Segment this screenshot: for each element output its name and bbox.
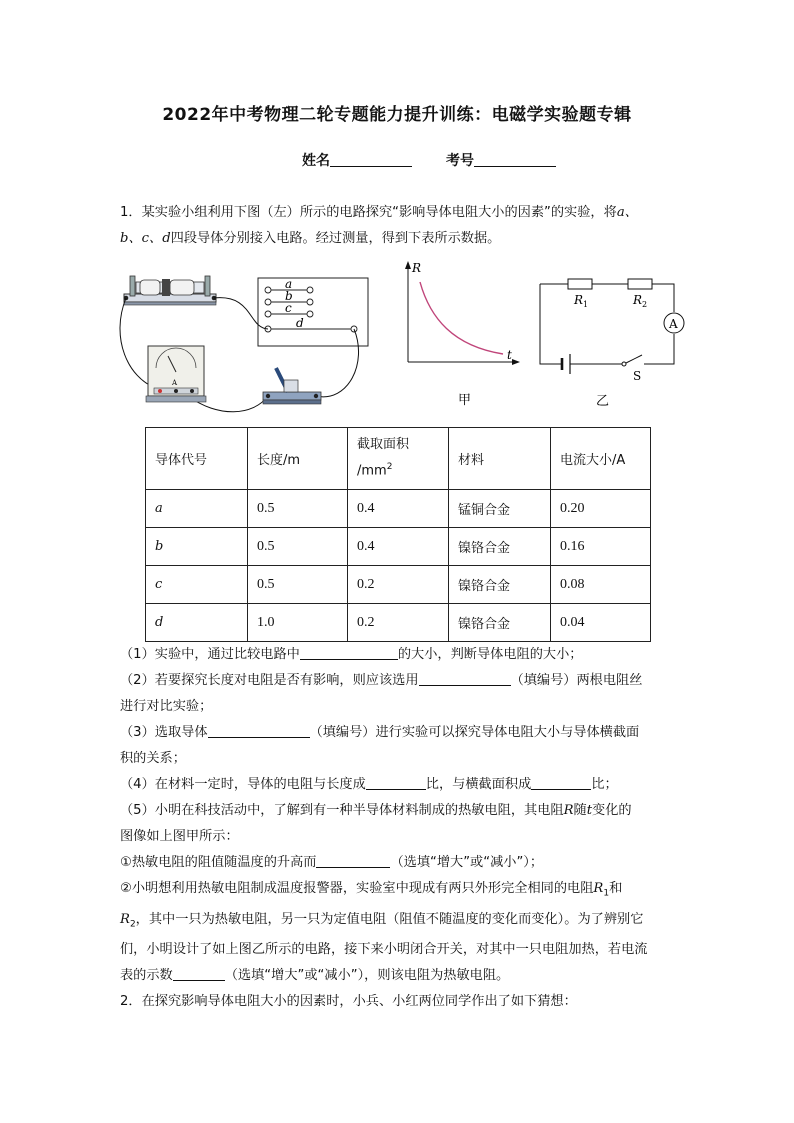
q1-intro-text: 1．某实验小组利用下图（左）所示的电路探究“影响导体电阻大小的因素”的实验，将 <box>120 205 617 220</box>
r2-label: $R_2$ <box>633 293 648 309</box>
answer-blank-1[interactable] <box>300 646 398 660</box>
table-row <box>146 604 651 642</box>
q1-intro-vars: b、c、d <box>120 231 171 246</box>
cell-length: 0.5 <box>248 528 348 566</box>
wire-label-d: d <box>296 316 304 330</box>
answer-blank-6[interactable] <box>316 854 390 868</box>
cell-area: 0.2 <box>348 604 449 642</box>
answer-blank-3[interactable] <box>208 724 310 738</box>
answer-blank-4b[interactable] <box>531 776 591 790</box>
q1-part-5: （5）小明在科技活动中，了解到有一种半导体材料制成的热敏电阻，其电阻R随t变化的 <box>120 803 632 818</box>
graph-y-label: R <box>412 261 422 275</box>
r1-label: $R_1$ <box>574 293 589 309</box>
cell-area: 0.4 <box>348 528 449 566</box>
table-row <box>146 566 651 604</box>
answer-blank-4a[interactable] <box>366 776 426 790</box>
switch-label: S <box>633 369 642 383</box>
cell-code: d <box>146 604 248 642</box>
header-length: 长度/m <box>248 428 348 490</box>
ammeter-letter: A <box>669 317 678 331</box>
q1-part-5-1: ①热敏电阻的阻值随温度的升高而 （选填“增大”或“减小”）； <box>120 855 544 870</box>
cell-length: 0.5 <box>248 490 348 528</box>
name-id-bar <box>302 150 556 170</box>
cell-code: b <box>146 528 248 566</box>
cell-length: 1.0 <box>248 604 348 642</box>
q1-part-3: （3）选取导体 （填编号）进行实验可以探究导体电阻大小与导体横截面 <box>120 725 640 740</box>
cell-current: 0.08 <box>551 566 651 604</box>
header-material: 材料 <box>449 428 551 490</box>
q1-part-5-2-line3: 们，小明设计了如上图乙所示的电路，接下来小明闭合开关，对其中一只电阻加热，若电流 <box>120 942 648 958</box>
switch-device <box>263 392 321 400</box>
q1-intro-var-a: a、 <box>616 205 638 220</box>
q1-part-5-2-line4: 表的示数 （选填“增大”或“减小”），则该电阻为热敏电阻。 <box>120 968 510 984</box>
cell-material: 镍铬合金 <box>449 528 551 566</box>
q1-part-2-cont: 进行对比实验； <box>120 699 213 714</box>
cell-length: 0.5 <box>248 566 348 604</box>
resistance-curve <box>420 282 503 354</box>
id-label: 考号 <box>446 153 474 169</box>
graph-x-label: t <box>507 348 512 362</box>
switch-symbol <box>626 355 642 363</box>
data-table <box>145 427 651 642</box>
cell-code: c <box>146 566 248 604</box>
cell-current: 0.04 <box>551 604 651 642</box>
q1-part-4: （4）在材料一定时，导体的电阻与长度成 比，与横截面积成 比； <box>120 777 618 792</box>
header-code: 导体代号 <box>146 428 248 490</box>
table-row <box>146 528 651 566</box>
wire-label-a: a <box>285 277 293 291</box>
resistor-r2 <box>628 279 652 289</box>
name-blank[interactable] <box>330 152 412 167</box>
graph-jia <box>398 258 523 408</box>
question-1-intro <box>120 200 676 252</box>
q1-part-5-cont: 图像如上图甲所示： <box>120 829 239 844</box>
q1-intro-text-end: 四段导体分别接入电路。经过测量，得到下表所示数据。 <box>170 231 501 246</box>
cell-material: 锰铜合金 <box>449 490 551 528</box>
q1-part-2: （2）若要探究长度对电阻是否有影响，则应该选用 （填编号）两根电阻丝 <box>120 673 643 688</box>
cell-material: 镍铬合金 <box>449 604 551 642</box>
circuit-caption: 乙 <box>596 394 610 409</box>
q1-part-1: （1）实验中，通过比较电路中 的大小，判断导体电阻的大小； <box>120 647 583 662</box>
q1-part-3-cont: 积的关系； <box>120 751 186 766</box>
header-current: 电流大小/A <box>551 428 651 490</box>
graph-caption: 甲 <box>458 393 472 408</box>
cell-current: 0.16 <box>551 528 651 566</box>
svg-text:A: A <box>172 379 178 387</box>
cell-area: 0.4 <box>348 490 449 528</box>
q1-part-5-2-line2: $R_2$，其中一只为热敏电阻，另一只为定值电阻（阻值不随温度的变化而变化）。为了辨别它 <box>120 911 644 930</box>
wire-label-b: b <box>285 289 293 303</box>
resistor-r1 <box>568 279 592 289</box>
name-label: 姓名 <box>302 153 330 169</box>
header-area: 截取面积 $/mm^2$ <box>348 428 449 490</box>
circuit-yi <box>532 268 692 410</box>
apparatus-figure <box>118 268 373 418</box>
answer-blank-7[interactable] <box>173 967 225 981</box>
cell-code: a <box>146 490 248 528</box>
cell-area: 0.2 <box>348 566 449 604</box>
page-title: 2022年中考物理二轮专题能力提升训练：电磁学实验题专辑 <box>162 105 632 125</box>
table-row <box>146 490 651 528</box>
cell-material: 镍铬合金 <box>449 566 551 604</box>
question-1-parts <box>120 642 676 1015</box>
table-header-row <box>146 428 651 490</box>
answer-blank-2[interactable] <box>419 672 511 686</box>
id-blank[interactable] <box>474 152 556 167</box>
question-2-intro: 2．在探究影响导体电阻大小的因素时，小兵、小红两位同学作出了如下猜想： <box>120 994 577 1010</box>
q1-part-5-2: ②小明想利用热敏电阻制成温度报警器，实验室中现成有两只外形完全相同的电阻$R_1$和 <box>120 881 623 899</box>
cell-current: 0.20 <box>551 490 651 528</box>
wire-label-c: c <box>285 301 292 315</box>
